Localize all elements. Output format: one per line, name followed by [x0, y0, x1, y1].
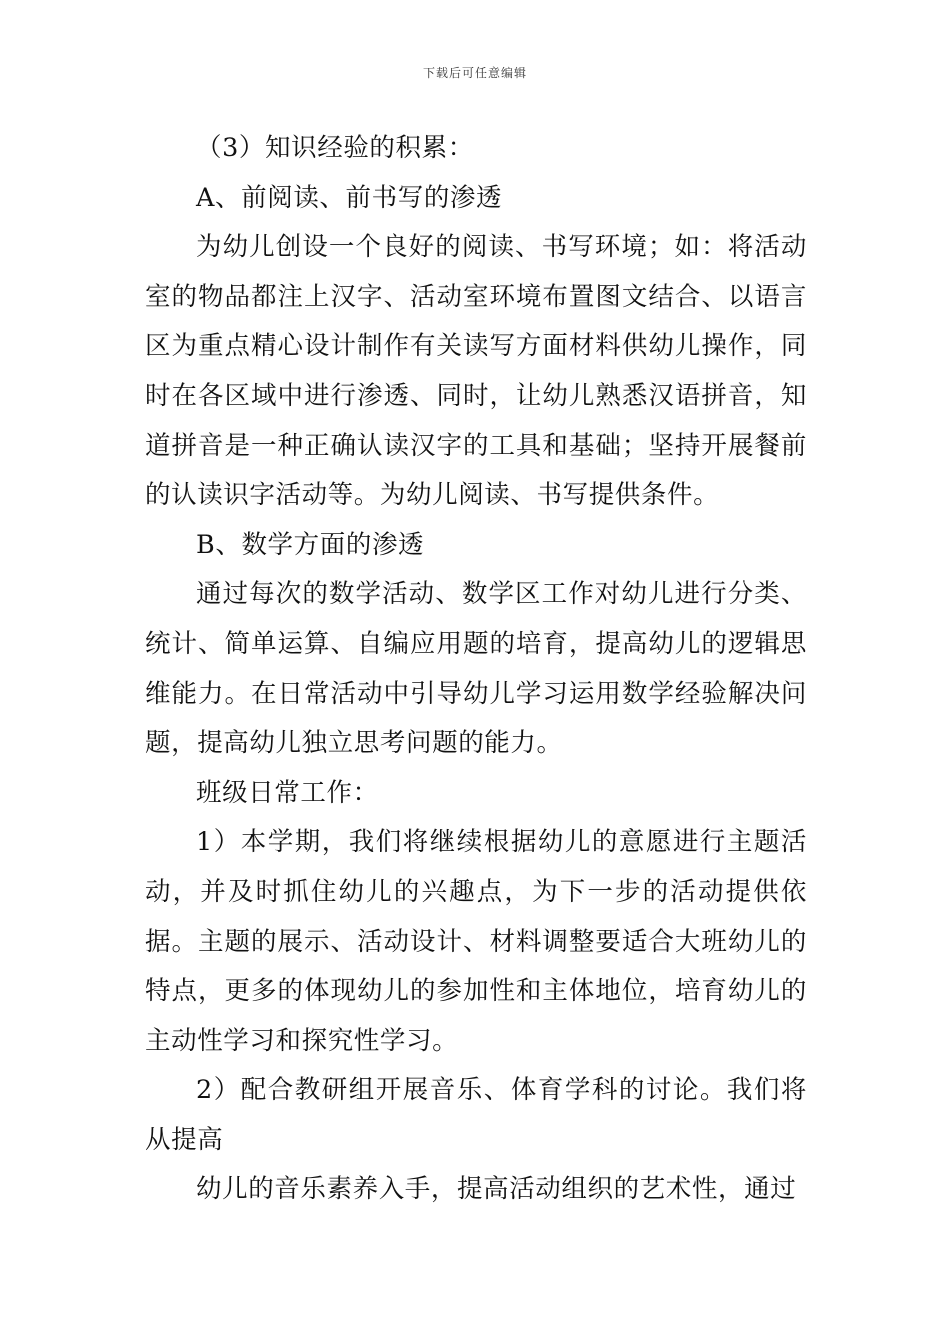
- paragraph-reading-writing-body: 为幼儿创设一个良好的阅读、书写环境；如：将活动室的物品都注上汉字、活动室环境布置图文结合、以语言区为重点精心设计制作有关读写方面材料供幼儿操作，同时在各区域中进行渗透、同时，让幼儿熟悉汉语拼音，知道拼音是一种正确认读汉字的工具和基础；坚持开展餐前的认读识字活动等。为幼儿阅读、书写提供条件。: [145, 232, 807, 511]
- document-body: [145, 124, 807, 1215]
- paragraph-math-body: 通过每次的数学活动、数学区工作对幼儿进行分类、统计、简单运算、自编应用题的培育，提高幼儿的逻辑思维能力。在日常活动中引导幼儿学习运用数学经验解决问题，提高幼儿独立思考问题的能力。: [145, 579, 807, 759]
- paragraph-daily-work-item-1: 1）本学期，我们将继续根据幼儿的意愿进行主题活动，并及时抓住幼儿的兴趣点，为下一步的活动提供依据。主题的展示、活动设计、材料调整要适合大班幼儿的特点，更多的体现幼儿的参加性和主体地位，培育幼儿的主动性学习和探究性学习。: [145, 827, 807, 1056]
- paragraph-continuation: 幼儿的音乐素养入手，提高活动组织的艺术性，通过: [196, 1174, 797, 1205]
- paragraph-knowledge-heading: （3）知识经验的积累：: [196, 133, 474, 163]
- paragraph-reading-writing-heading: A、前阅读、前书写的渗透: [196, 182, 503, 213]
- paragraph-daily-work-heading: 班级日常工作：: [196, 777, 379, 808]
- page-header: 下载后可任意编辑: [422, 66, 527, 80]
- paragraph-daily-work-item-2: 2）配合教研组开展音乐、体育学科的讨论。我们将从提高: [145, 1075, 807, 1155]
- paragraph-math-heading: B、数学方面的渗透: [196, 529, 425, 560]
